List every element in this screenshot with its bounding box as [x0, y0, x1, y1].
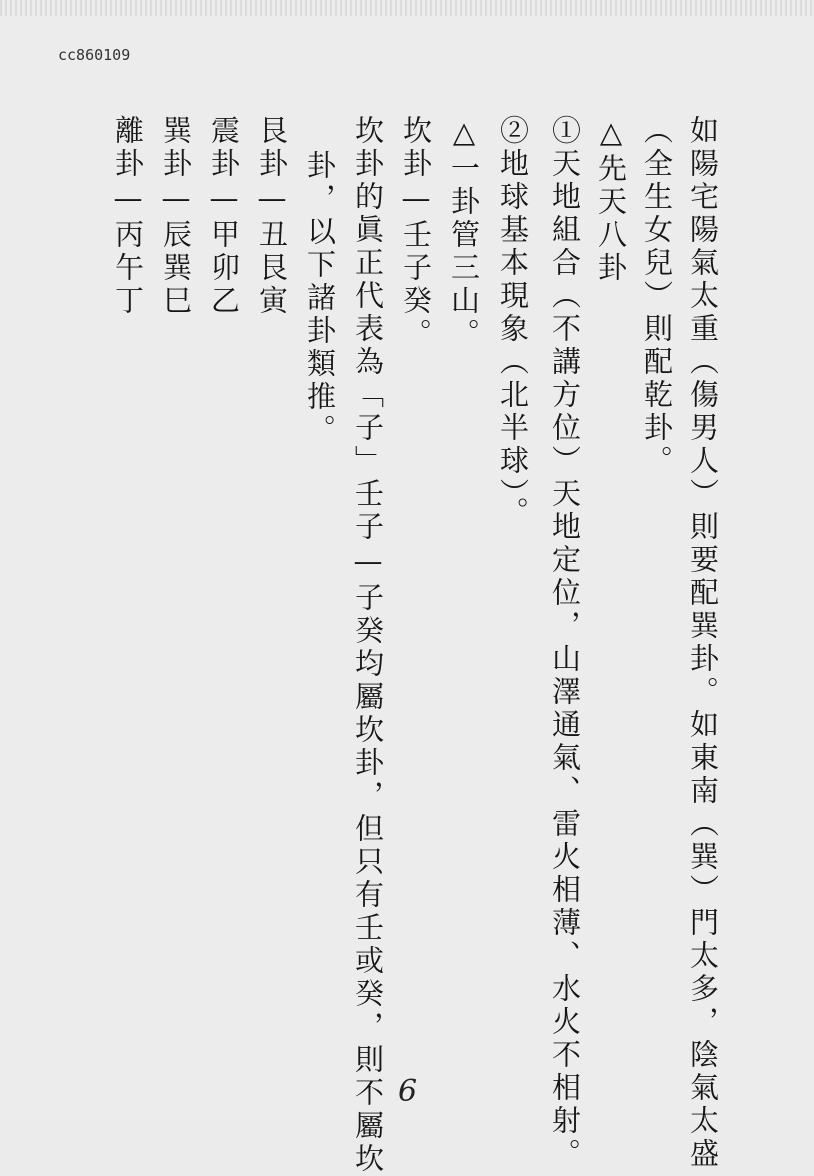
scan-top-edge [0, 0, 814, 16]
text-column-11: 震卦—甲卯乙 [207, 115, 241, 318]
heading-one-gua-three-mountains: △一卦管三山。 [447, 115, 481, 351]
text-column-4: ①天地組合（不講方位）天地定位，山澤通氣、雷火相薄、水火不相射。 [548, 115, 582, 1171]
text-column-1: 如陽宅陽氣太重（傷男人）則要配巽卦。如東南（巽）門太多，陰氣太盛 [686, 115, 720, 1171]
text-column-8: 坎卦的眞正代表為「子」壬子—子癸均屬坎卦，但只有壬或癸，則不屬坎 [351, 115, 385, 1176]
page-id: cc860109 [58, 46, 131, 64]
text-column-10: 艮卦—丑艮寅 [255, 115, 289, 318]
text-column-5: ②地球基本現象（北半球）。 [496, 115, 530, 530]
heading-xiantian-bagua: △先天八卦 [594, 115, 628, 285]
text-column-9: 卦，以下諸卦類推。 [303, 150, 337, 447]
page-number: 6 [398, 1074, 418, 1109]
text-column-12: 巽卦—辰巽巳 [159, 115, 193, 318]
text-column-13: 離卦—丙午丁 [111, 115, 145, 318]
text-column-7: 坎卦—壬子癸。 [399, 115, 433, 351]
text-column-2: （全生女兒）則配乾卦。 [640, 115, 674, 478]
